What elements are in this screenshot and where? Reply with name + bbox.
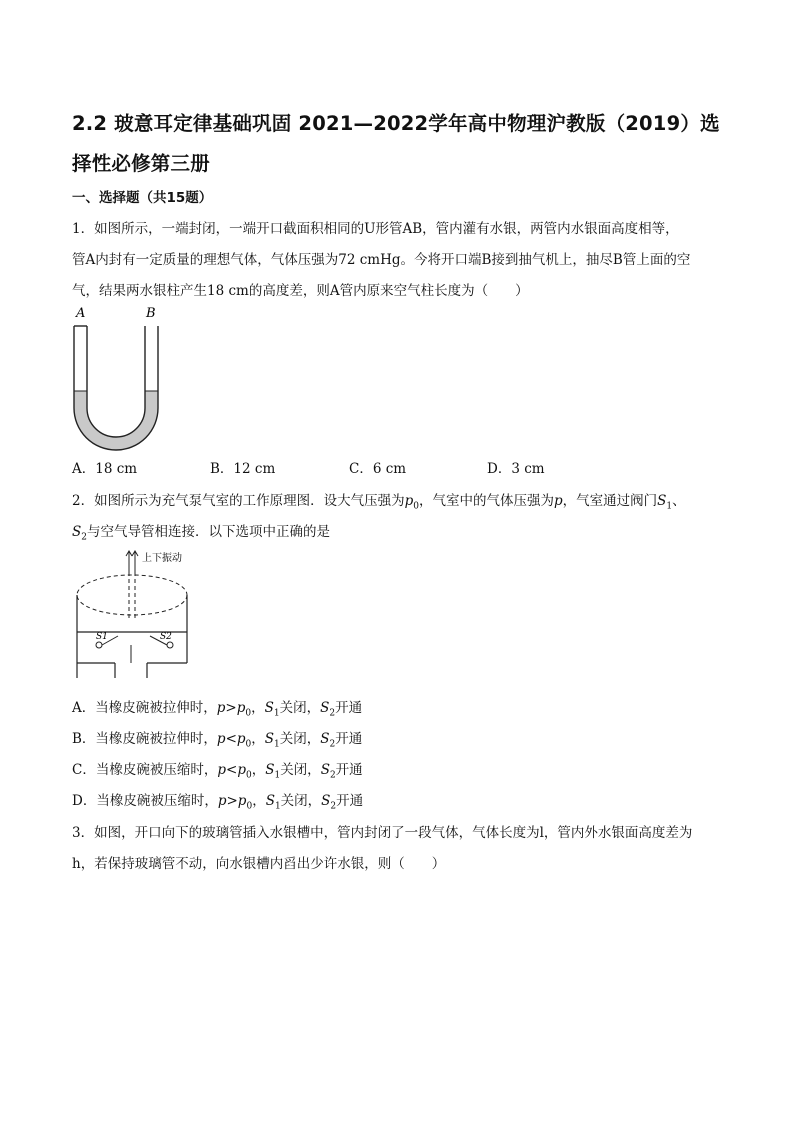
- q2-line-1: 2．如图所示为充气泵气室的工作原理图．设大气压强为$p_0$，气室中的气体压强为p，气室通过阀门$S_1$、: [72, 493, 686, 512]
- q2-option-b[interactable]: B．当橡皮碗被拉伸时，$p<p_0$，$S_1$关闭，$S_2$开通: [72, 731, 363, 750]
- q1-option-b[interactable]: B．12 cm: [210, 461, 276, 477]
- q3-line-2: h，若保持玻璃管不动，向水银槽内舀出少许水银，则（ ）: [72, 856, 446, 872]
- q1-option-c[interactable]: C．6 cm: [349, 461, 407, 477]
- q3-line-1: 3．如图，开口向下的玻璃管插入水银槽中，管内封闭了一段气体，气体长度为l，管内外水银面高度差为: [72, 825, 693, 841]
- page-title: 2.2 玻意耳定律基础巩固 2021—2022学年高中物理沪教版（2019）选择性必修第三册: [72, 112, 720, 175]
- tube-inner-wall: [87, 326, 145, 437]
- q2-option-a[interactable]: A．当橡皮碗被拉伸时，$p>p_0$，$S_1$关闭，$S_2$开通: [72, 700, 363, 719]
- tube-b-label: B: [146, 306, 156, 321]
- vibration-label: 上下振动: [142, 553, 182, 564]
- valve-s2-label: S2: [160, 632, 172, 642]
- valve-s1-label: S1: [96, 632, 108, 642]
- q2-line-2: $S_2$与空气导管相连接．以下选项中正确的是: [72, 524, 330, 543]
- q1-option-d[interactable]: D．3 cm: [487, 461, 545, 477]
- pump-chamber-figure: [70, 550, 200, 680]
- q2-option-d[interactable]: D．当橡皮碗被压缩时，$p>p_0$，$S_1$关闭，$S_2$开通: [72, 793, 364, 812]
- q1-line-2: 管A内封有一定质量的理想气体，气体压强为72 cmHg。今将开口端B接到抽气机上，抽尽B管上面的空: [72, 252, 691, 268]
- tube-a-label: A: [76, 306, 86, 321]
- q1-line-1: 1．如图所示，一端封闭，一端开口截面积相同的U形管AB，管内灌有水银，两管内水银面高度相等，: [72, 221, 679, 237]
- u-tube-figure: [66, 303, 166, 453]
- q1-line-3: 气，结果两水银柱产生18 cm的高度差，则A管内原来空气柱长度为（ ）: [72, 283, 529, 299]
- section-heading: 一、选择题（共15题）: [72, 190, 213, 206]
- q2-option-c[interactable]: C．当橡皮碗被压缩时，$p<p_0$，$S_1$关闭，$S_2$开通: [72, 762, 363, 781]
- q1-option-a[interactable]: A．18 cm: [72, 461, 138, 477]
